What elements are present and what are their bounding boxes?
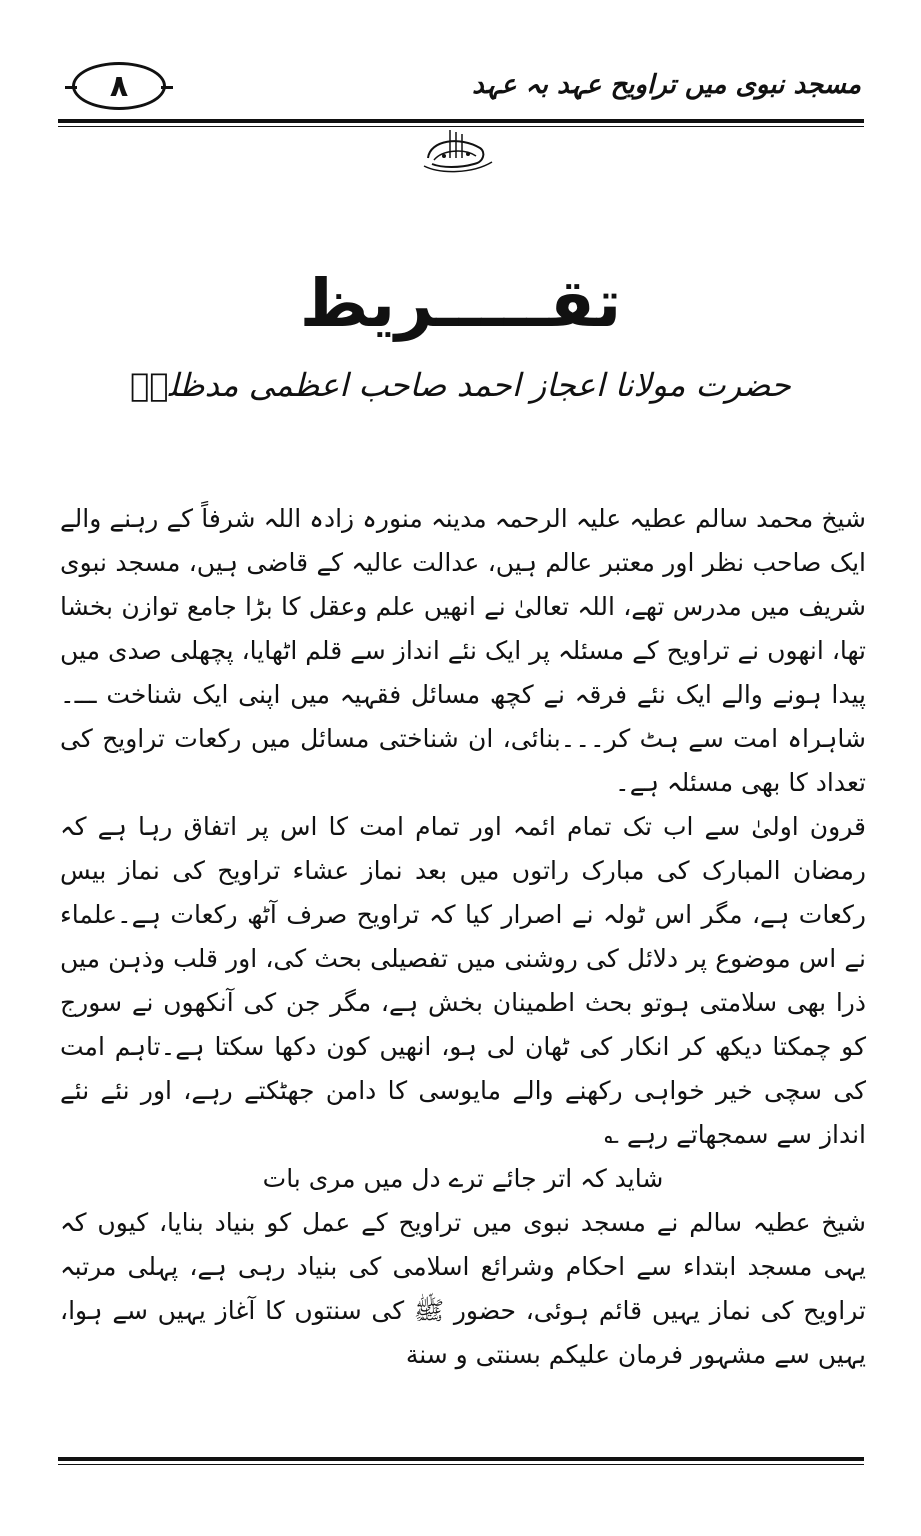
paragraph: شیخ محمد سالم عطیہ علیہ الرحمہ مدینہ منورہ زادہ اللہ شرفاً کے رہنے والے ایک صاحب نظر اور معتبر عالم ہیں، عدالت عالیہ کے قاضی ہیں، مسجد نبوی شریف میں مدرس تھے، اللہ تعالیٰ نے انھیں علم وعقل کا بڑا جامع توازن بخشا تھا، انھوں نے تراویح کے مسئلہ پر ایک نئے انداز سے قلم اٹھایا، پچھلی صدی میں پیدا ہونے والے ایک نئے فرقہ نے کچھ مسائل فقہیہ میں اپنی ایک شناخت ـــ۔شاہراہ امت سے ہٹ کر۔۔۔بنائی، ان شناختی مسائل میں رکعات تراویح کی تعداد کا بھی مسئلہ ہے۔ <box>60 504 866 797</box>
calligraphy-ornament <box>420 128 496 176</box>
header-rule-thin <box>58 126 864 127</box>
verse-line: شاید کہ اتر جائے ترے دل میں مری بات <box>262 1164 664 1193</box>
running-title: مسجد نبوی میں تراویح عہد بہ عہد <box>472 70 861 100</box>
header-rule-thick <box>58 119 864 123</box>
footer-rule-thin <box>58 1464 864 1465</box>
footer-rule-thick <box>58 1457 864 1461</box>
paragraph: شیخ عطیہ سالم نے مسجد نبوی میں تراویح کے عمل کو بنیاد بنایا، کیوں کہ یہی مسجد ابتداء سے احکام وشرائع اسلامی کی بنیاد رہی ہے، پہلی مرتبہ تراویح کی نماز یہیں قائم ہوئی، حضور ﷺ کی سنتوں کا آغاز یہیں سے ہوا، یہیں سے مشہور فرمان علیکم بسنتی و سنة <box>60 1208 866 1369</box>
page-number-text: ۸ <box>109 68 129 104</box>
calligraphy-ornament-icon <box>420 128 496 176</box>
author-line: حضرت مولانا اعجاز احمد صاحب اعظمی مدظلہٗ <box>130 366 791 404</box>
page-number <box>72 62 166 110</box>
paragraph: قرون اولیٰ سے اب تک تمام ائمہ اور تمام امت کا اس پر اتفاق رہا ہے کہ رمضان المبارک کی مبارک راتوں میں بعد نماز عشاء تراویح کی نماز بیس رکعات ہے، مگر اس ٹولہ نے اصرار کیا کہ تراویح صرف آٹھ رکعات ہے۔علماء نے اس موضوع پر دلائل کی روشنی میں تفصیلی بحث کی، اور قلب وذہن میں ذرا بھی سلامتی ہوتو بحث اطمینان بخش ہے، مگر جن کی آنکھوں نے سورج کو چمکتا دیکھ کر انکار کی ٹھان لی ہو، انھیں کون دکھا سکتا ہے۔تاہم امت کی سچی خیر خواہی رکھنے والے مایوسی کا دامن جھٹکتے رہے، اور نئے نئے انداز سے سمجھاتے رہے ؎ <box>60 812 866 1149</box>
page-title: تقـــــریظ <box>299 265 622 342</box>
body-text <box>60 497 866 1377</box>
